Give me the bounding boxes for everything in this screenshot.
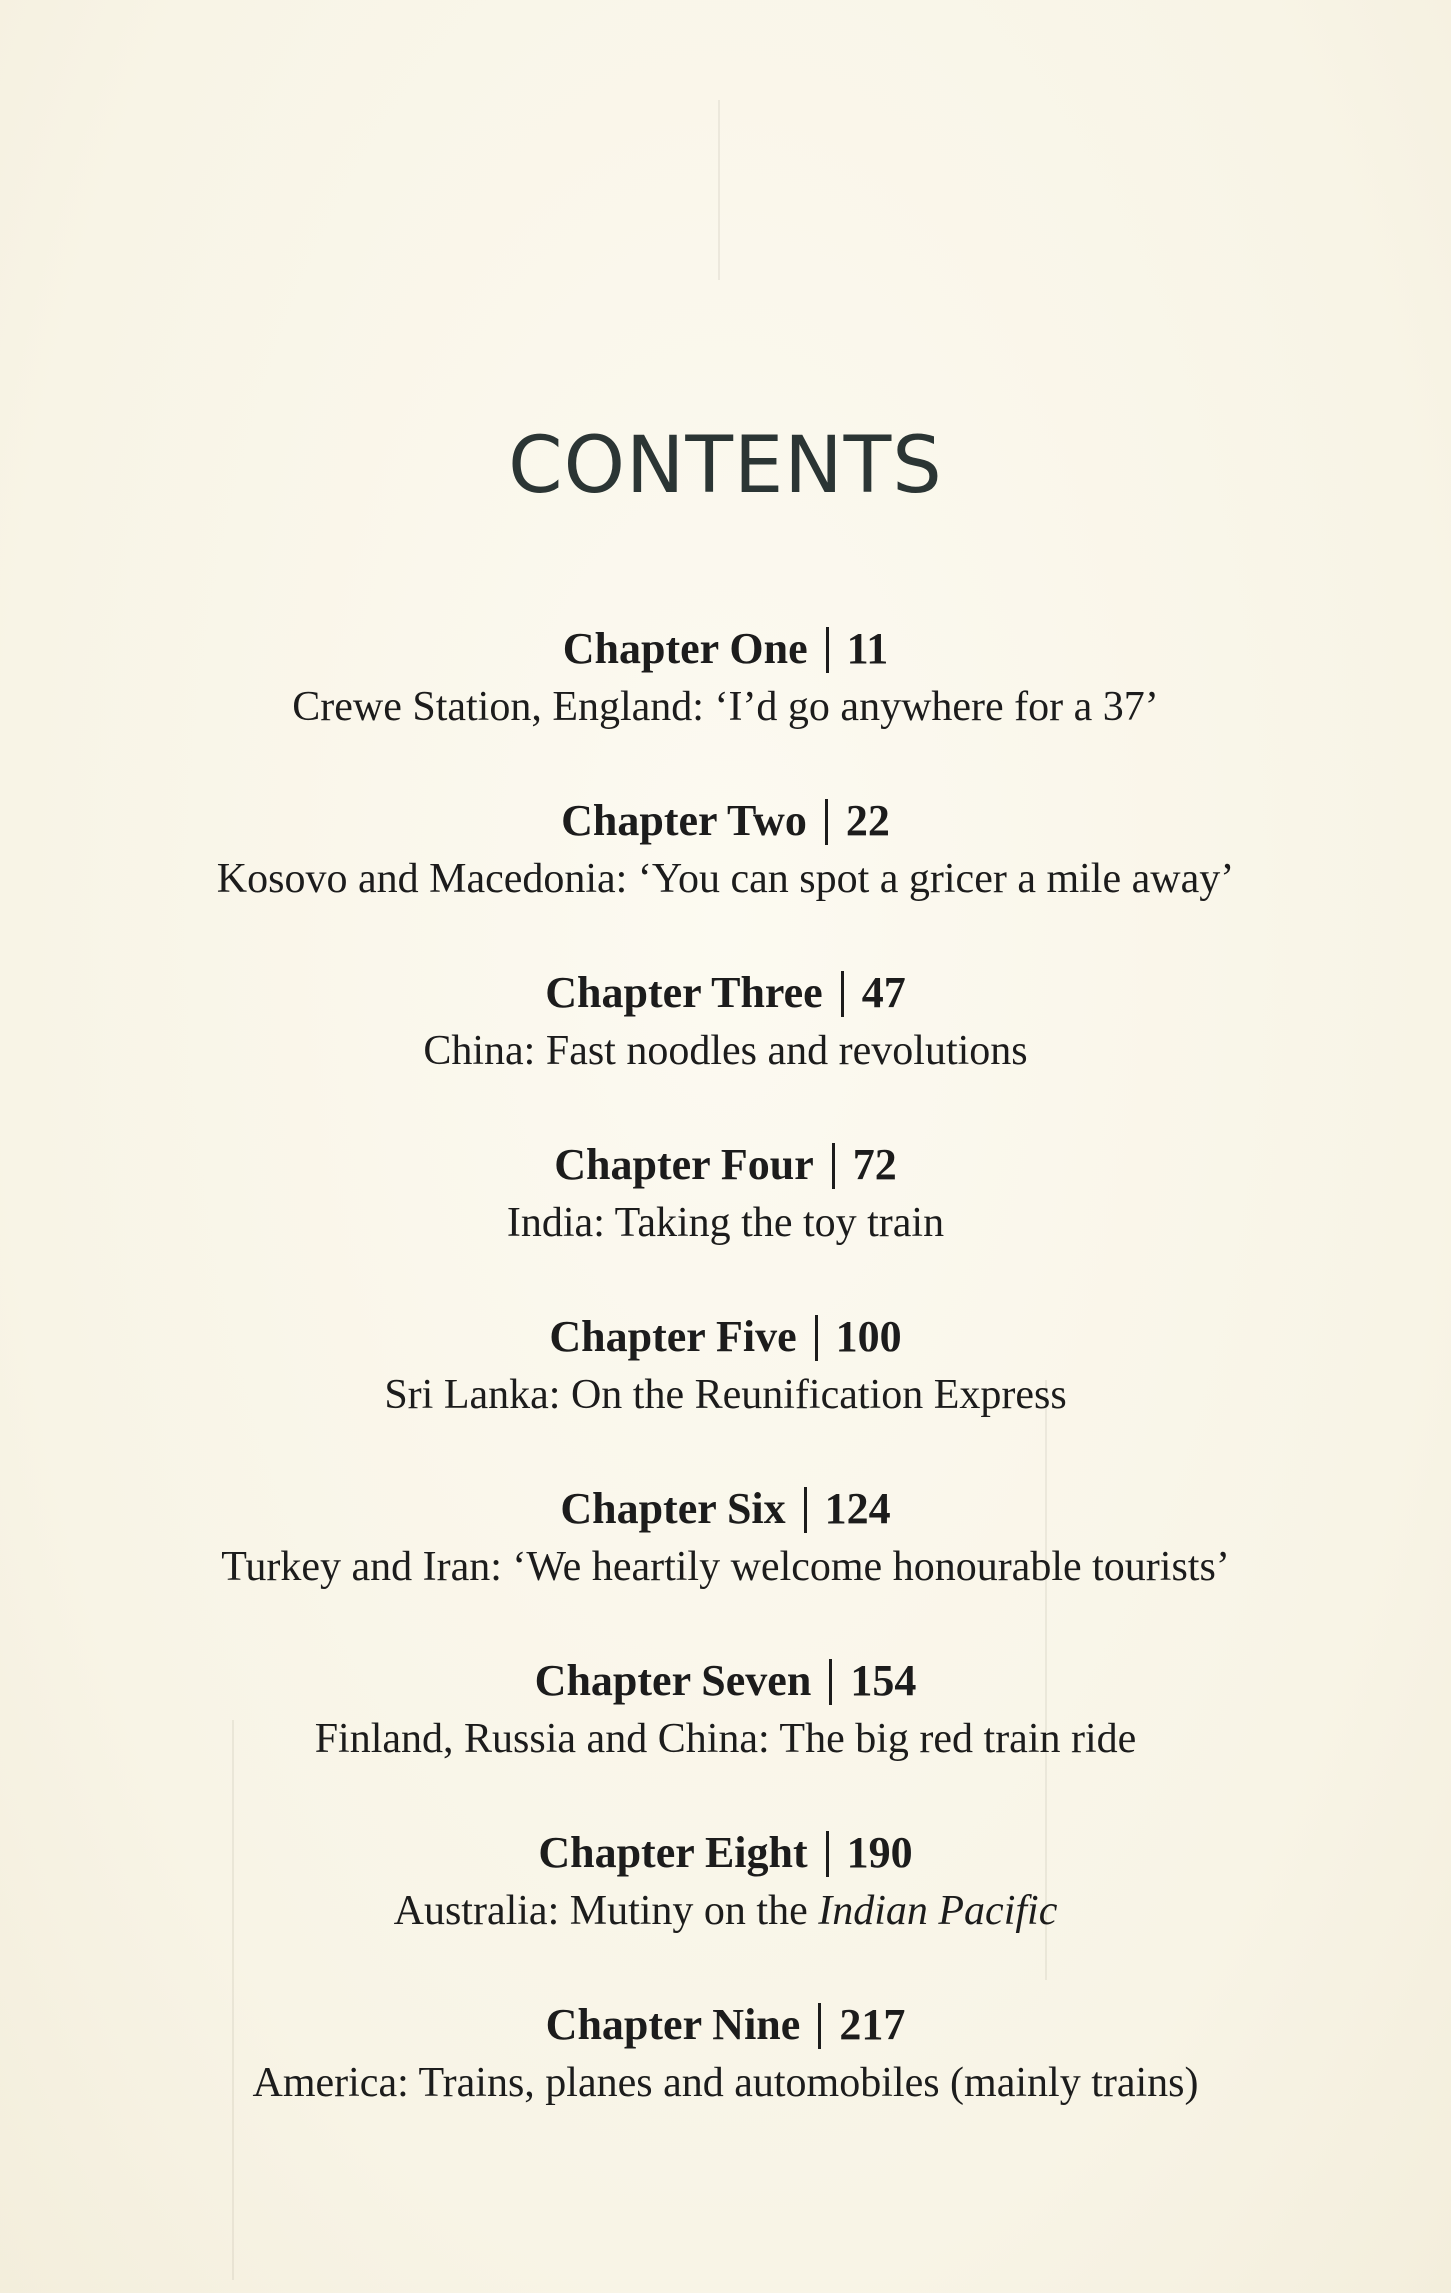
- chapter-label: Chapter One: [562, 624, 808, 673]
- chapter-label: Chapter Six: [560, 1484, 786, 1533]
- chapter-page-number: 72: [852, 1140, 897, 1189]
- contents-entry: [0, 792, 1451, 964]
- chapter-subtitle: China: Fast noodles and revolutions: [423, 1028, 1028, 1074]
- separator-bar: [815, 1315, 818, 1361]
- contents-title: CONTENTS: [508, 421, 943, 512]
- contents-entry: [0, 1824, 1451, 1996]
- chapter-heading: [0, 1308, 1451, 1366]
- chapter-label: Chapter Three: [545, 968, 823, 1017]
- chapter-page-number: 217: [839, 2000, 906, 2049]
- chapter-subtitle: America: Trains, planes and automobiles (mainly trains): [252, 2060, 1199, 2106]
- contents-entry: [0, 1136, 1451, 1308]
- chapter-heading: [0, 1480, 1451, 1538]
- chapter-subtitle: Crewe Station, England: ‘I’d go anywhere for a 37’: [292, 684, 1159, 730]
- chapter-heading: [0, 620, 1451, 678]
- chapter-heading: [0, 1136, 1451, 1194]
- separator-bar: [818, 2003, 821, 2049]
- chapter-label: Chapter Eight: [538, 1828, 808, 1877]
- contents-entry: [0, 1996, 1451, 2168]
- chapter-subtitle: [0, 1882, 1451, 1940]
- separator-bar: [829, 1659, 832, 1705]
- chapter-label: Chapter Five: [549, 1312, 797, 1361]
- chapter-page-number: 22: [845, 796, 890, 845]
- contents-list: [0, 620, 1451, 2168]
- chapter-page-number: 154: [850, 1656, 917, 1705]
- chapter-heading: [0, 964, 1451, 1022]
- chapter-subtitle-text: Australia: Mutiny on the: [393, 1888, 819, 1934]
- paper-crease: [718, 100, 720, 280]
- chapter-page-number: 11: [846, 624, 889, 673]
- chapter-subtitle: Turkey and Iran: ‘We heartily welcome honourable tourists’: [221, 1544, 1230, 1590]
- separator-bar: [826, 1831, 829, 1877]
- chapter-page-number: 124: [824, 1484, 891, 1533]
- separator-bar: [832, 1143, 835, 1189]
- chapter-page-number: 47: [861, 968, 906, 1017]
- contents-entry: [0, 1652, 1451, 1824]
- separator-bar: [841, 971, 844, 1017]
- chapter-label: Chapter Nine: [545, 2000, 801, 2049]
- chapter-subtitle: Finland, Russia and China: The big red train ride: [314, 1716, 1137, 1762]
- chapter-heading: [0, 792, 1451, 850]
- chapter-label: Chapter Four: [554, 1140, 814, 1189]
- chapter-subtitle: Sri Lanka: On the Reunification Express: [384, 1372, 1067, 1418]
- chapter-label: Chapter Two: [561, 796, 807, 845]
- separator-bar: [826, 627, 829, 673]
- chapter-page-number: 100: [835, 1312, 902, 1361]
- chapter-subtitle: Kosovo and Macedonia: ‘You can spot a gricer a mile away’: [216, 856, 1235, 902]
- contents-entry: [0, 964, 1451, 1136]
- contents-entry: [0, 1480, 1451, 1652]
- chapter-heading: [0, 1652, 1451, 1710]
- chapter-heading: [0, 1824, 1451, 1882]
- chapter-label: Chapter Seven: [534, 1656, 812, 1705]
- train-name: Indian Pacific: [818, 1888, 1058, 1934]
- contents-entry: [0, 620, 1451, 792]
- chapter-page-number: 190: [846, 1828, 913, 1877]
- chapter-heading: [0, 1996, 1451, 2054]
- contents-entry: [0, 1308, 1451, 1480]
- separator-bar: [804, 1487, 807, 1533]
- chapter-subtitle: India: Taking the toy train: [506, 1200, 945, 1246]
- separator-bar: [825, 799, 828, 845]
